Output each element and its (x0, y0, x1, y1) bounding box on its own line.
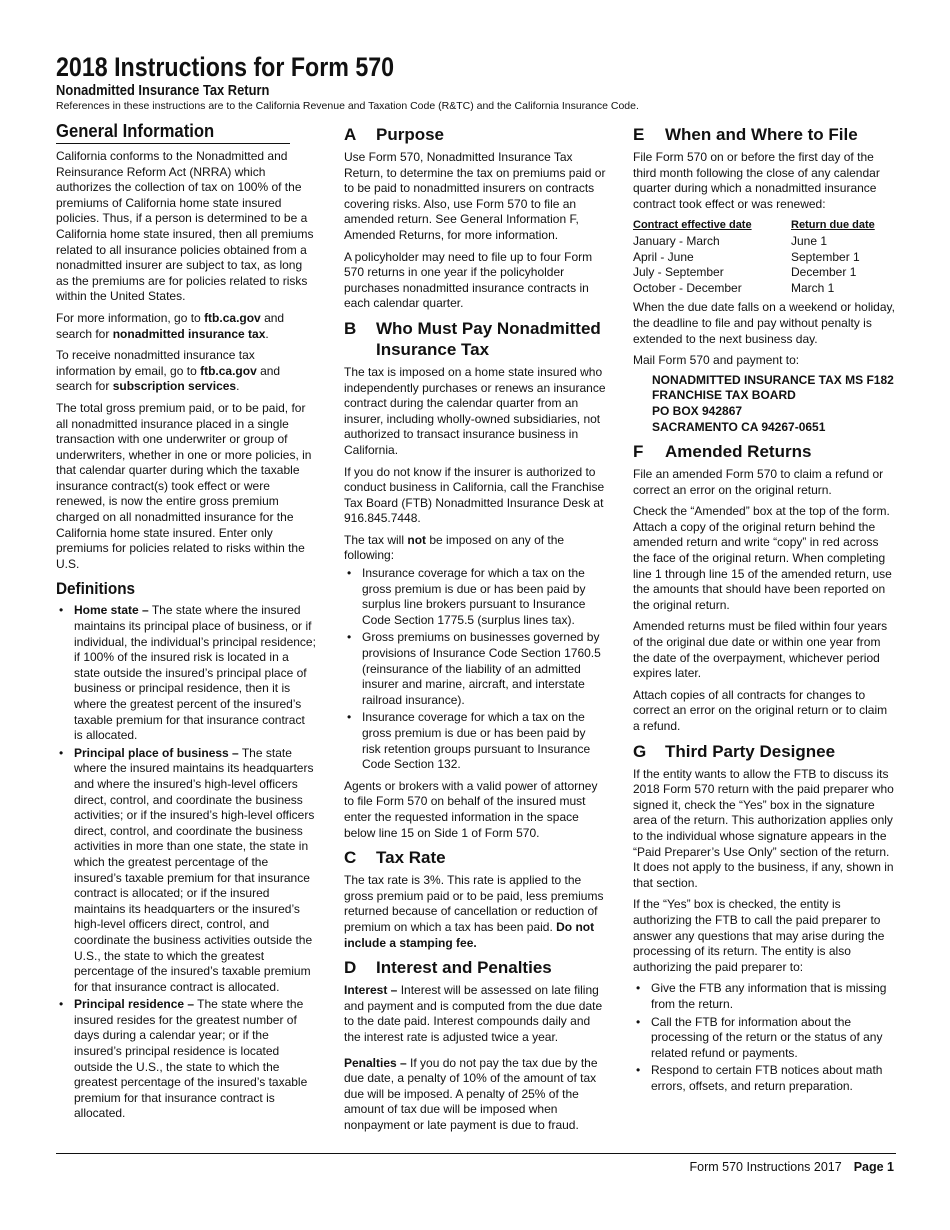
column-1 (56, 120, 316, 1128)
exemptions-list (344, 566, 606, 773)
list-item: • Insurance coverage for which a tax on the gross premium is due or has been paid by risk retention groups pursuant to Insurance Code Section 132. (344, 710, 606, 772)
list-item: • Insurance coverage for which a tax on the gross premium is due or has been paid by surplus line brokers pursuant to Insurance Code Section 1775.5 (surplus lines tax). (344, 566, 606, 628)
mailing-address: NONADMITTED INSURANCE TAX MS F182 FRANCHISE TAX BOARD PO BOX 942867 SACRAMENTO CA 94267-0651 (652, 372, 894, 434)
section-paragraph: Attach copies of all contracts for changes to correct an error on the original return or to claim a refund. (633, 687, 888, 733)
definitions-list (56, 603, 316, 1122)
column-3 (633, 120, 895, 1100)
general-paragraph: California conforms to the Nonadmitted and Reinsurance Reform Act (NRRA) which authorizes the collection of tax on 100% of the premiums of California home state insured policies. Thus, if a person is determined to be a California home state insured, then all premiums related to all insurance policies obtained from a nonadmitted insurer are subject to tax, as long as the premiums are for policies related to risks within the United States. (56, 149, 314, 304)
interest-paragraph: Interest – Interest will be assessed on late filing and payment and is computed from the due date to the date paid. Interest compounds daily and the interest rate is adjusted twice a year. (344, 983, 603, 1044)
list-item: • Home state – The state where the insured maintains its principal place of business, or if individual, the individual’s principal residence; if 100% of the insured risk is located in a state outside the insured’s principal place of business or principal residence, then it is where the greatest percent of the insured’s taxable premium for that insurance contract is allocated. (56, 603, 316, 743)
list-item: • Principal place of business – The state where the insured maintains its headquarters and where the insured’s high-level officers direct, control, and coordinate the business activities; or if the insured’s high-level officers direct, control, and coordinate the business activities in more than one state, the state in which the greatest percentage of the insured’s taxable premium for that insurance contract is allocated; or if the insured maintains its headquarters or the insured’s high-level officers direct, control, and coordinate the business activities outside the U.S., the state to which the greatest percentage of the insured’s taxable premium for that insurance contract is allocated. (56, 746, 316, 996)
table-row: October - December March 1 (633, 280, 835, 295)
page-subtitle: Nonadmitted Insurance Tax Return (56, 82, 270, 99)
definitions-heading: Definitions (56, 579, 136, 599)
column-header: Contract effective date (633, 219, 752, 232)
list-item: • Principal residence – The state where the insured resides for the greatest number of days during a calendar year; or if the insured’s principal residence is located outside the U.S., the state to which the greatest percentage of the insured’s taxable premium for that insurance contract is allocated. (56, 997, 316, 1122)
general-paragraph: The total gross premium paid, or to be paid, for all nonadmitted insurance placed in a single transaction with one underwriter or group of underwriters, whether in one or more policies, in that calendar quarter during which the taxable insurance contract(s) took effect or were renewed, is now the entire gross premium charged on all nonadmitted insurance for the California home state insured. Enter only premiums for policies related to risks within the U.S. (56, 400, 312, 571)
list-item: • Give the FTB any information that is missing from the return. (633, 981, 895, 1012)
section-a-heading: A Purpose (344, 125, 445, 144)
section-paragraph: If the entity wants to allow the FTB to discuss its 2018 Form 570 return with the paid preparer who signed it, check the “Yes” box in the signature area of the return. This authorization applies only to the individual whose signature appears in the “Paid Preparer’s Use Only” section of the return. It does not apply to the business, if any, shown in that section. (633, 766, 894, 890)
section-paragraph: Use Form 570, Nonadmitted Insurance Tax Return, to determine the tax on premiums paid or to be paid to nonadmitted insurers on contracts covering risks. Also, use Form 570 to file an amended return. See General Information F, Amended Returns, for more information. (344, 150, 606, 242)
section-f-heading: F Amended Returns (633, 442, 812, 462)
references-note: References in these instructions are to the California Revenue and Taxation Code (R&TC) and the California Insurance Code. (56, 100, 639, 112)
page-number: Page 1 (853, 1160, 894, 1174)
list-item: • Respond to certain FTB notices about math errors, offsets, and return preparation. (633, 1063, 895, 1094)
preparer-authorization-list (633, 981, 895, 1094)
section-b-heading: B Who Must Pay Nonadmitted Insurance Tax (344, 318, 601, 359)
ftb-link[interactable]: ftb.ca.gov (200, 363, 257, 378)
column-header: Return due date (791, 219, 875, 232)
table-row: July - September December 1 (633, 265, 857, 280)
section-paragraph: The tax is imposed on a home state insured who independently purchases or renews an insurance contract during the calendar quarter from an insurer, including wholly-owned subsidiaries, not authorized to transact insurance business in California. (344, 364, 606, 457)
general-information-heading: General Information (56, 120, 290, 144)
section-paragraph: Mail Form 570 and payment to: (633, 353, 800, 368)
section-paragraph: Amended returns must be filed within four years of the original due date or within one year from the date of the overpayment, whichever period expires later. (633, 619, 888, 681)
section-g-heading: G Third Party Designee (633, 741, 836, 761)
table-row: April - June September 1 (633, 249, 860, 264)
table-header-row (633, 218, 875, 234)
penalties-paragraph: Penalties – If you do not pay the tax due by the due date, a penalty of 10% of the amount of tax due will be imposed. A penalty of 25% of the amount of tax due will be imposed when nonpayment or late payment is due to fraud. (344, 1055, 598, 1132)
section-paragraph: Check the “Amended” box at the top of the form. Attach a copy of the original return behind the amended return and write “copy” in red across the face of the original return. When completing line 1 through line 15 of the amended return, use the amounts that should have been reported on the original return. (633, 504, 892, 612)
general-paragraph: For more information, go to ftb.ca.gov and search for nonadmitted insurance tax. (56, 310, 285, 341)
page-header (56, 52, 896, 112)
list-item: • Gross premiums on businesses governed by provisions of Insurance Code Section 1760.5 (reinsurance of the liability of an admitted insurer and marine, aircraft, and interstate railroad insurance). (344, 630, 606, 708)
due-date-table (633, 218, 875, 296)
section-paragraph: If you do not know if the insurer is authorized to conduct business in California, call the Franchise Tax Board (FTB) Nonadmitted Insurance Desk at 916.845.7448. (344, 464, 605, 526)
section-d-heading: D Interest and Penalties (344, 958, 552, 978)
page-footer (690, 1160, 894, 1174)
form-label: Form 570 Instructions 2017 (689, 1160, 842, 1174)
footer-divider (56, 1153, 896, 1154)
table-row: January - March June 1 (633, 233, 828, 248)
column-2 (344, 120, 606, 1139)
general-paragraph: To receive nonadmitted insurance tax information by email, go to ftb.ca.gov and search for subscription services. (56, 348, 281, 394)
section-paragraph: The tax will not be imposed on any of the following: (344, 532, 565, 563)
section-paragraph: When the due date falls on a weekend or holiday, the deadline to file and pay without penalty is extended to the next business day. (633, 300, 895, 346)
section-paragraph: A policyholder may need to file up to four Form 570 returns in one year if the policyholder purchases nonadmitted insurance contracts in each calendar quarter. (344, 249, 593, 311)
list-item: • Call the FTB for information about the processing of the return or the status of any related refund or payments. (633, 1015, 895, 1062)
section-e-heading: E When and Where to File (633, 125, 858, 144)
section-paragraph: If the “Yes” box is checked, the entity is authorizing the FTB to call the paid preparer to answer any questions that may arise during the processing of its return. The entity is also authorizing the paid preparer to: (633, 897, 885, 974)
ftb-link[interactable]: ftb.ca.gov (204, 310, 261, 325)
section-paragraph: File Form 570 on or before the first day of the third month following the close of any calendar quarter during which a nonadmitted insurance contract took effect or was renewed: (633, 150, 880, 211)
section-paragraph: The tax rate is 3%. This rate is applied to the gross premium paid or to be paid, less premiums returned because of cancellation or reduction of premium on which a tax has been paid. Do not include a stamping fee. (344, 873, 604, 950)
page-title: 2018 Instructions for Form 570 (56, 52, 395, 82)
section-c-heading: C Tax Rate (344, 848, 446, 868)
section-paragraph: Agents or brokers with a valid power of attorney to file Form 570 on behalf of the insured must enter the requested information in the space below line 15 on Side 1 of Form 570. (344, 778, 598, 840)
section-paragraph: File an amended Form 570 to claim a refund or correct an error on the original return. (633, 467, 884, 497)
